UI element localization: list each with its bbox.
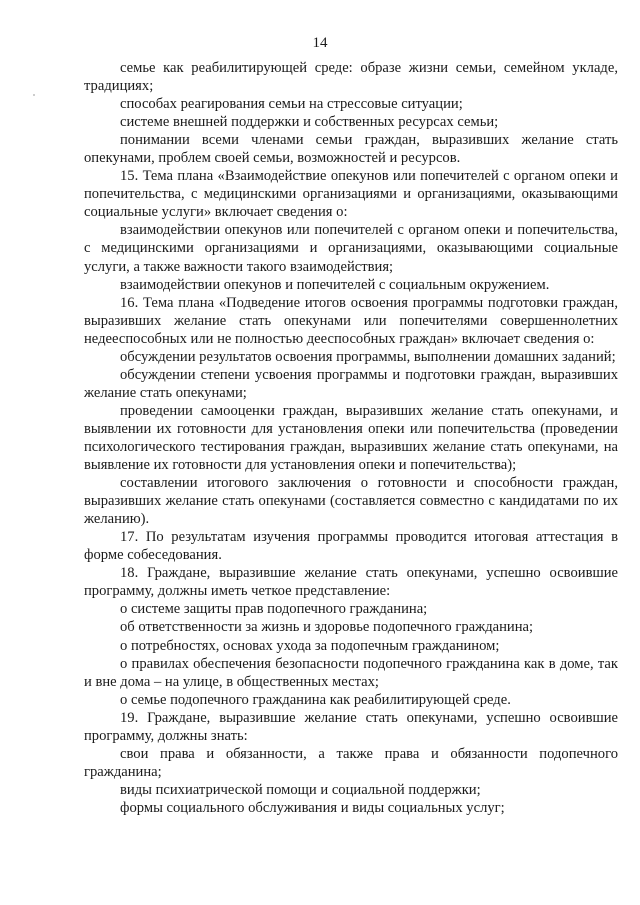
document-body (84, 59, 618, 817)
paragraph: взаимодействии опекунов и попечителей с социальным окружением. (120, 276, 550, 293)
paragraph: системе внешней поддержки и собственных ресурсах семьи; (120, 114, 499, 131)
paragraph: 19. Граждане, выразившие желание стать опекунами, успешно освоившие программу, должны знать: (84, 709, 618, 744)
paragraph: формы социального обслуживания и виды социальных услуг; (120, 799, 505, 816)
paragraph: составлении итогового заключения о готовности и способности граждан, выразивших желание стать опекунами (составляется совместно с кандидатами по их желанию). (84, 475, 618, 528)
paragraph: 17. По результатам изучения программы проводится итоговая аттестация в форме собеседования. (84, 529, 618, 564)
paragraph: 16. Тема плана «Подведение итогов освоения программы подготовки граждан, выразивших желание стать опекунами или попечителями совершеннолетних недееспособных или не полностью дееспособных граждан» включает сведения о: (84, 294, 618, 347)
paragraph: об ответственности за жизнь и здоровье подопечного гражданина; (120, 619, 534, 636)
paragraph: о потребностях, основах ухода за подопечным гражданином; (120, 637, 500, 654)
paragraph: 15. Тема плана «Взаимодействие опекунов или попечителей с органом опеки и попечительства, с медицинскими организациями и организациями, оказывающими социальные услуги» включает сведения о: (84, 168, 618, 221)
page-number: 14 (312, 35, 328, 51)
paragraph: 18. Граждане, выразившие желание стать опекунами, успешно освоившие программу, должны иметь четкое представление: (84, 565, 618, 600)
paragraph: взаимодействии опекунов или попечителей с органом опеки и попечительства, с медицинскими организациями и организациями, оказывающими социальные услуги, а также важности такого взаимодействия; (84, 222, 618, 275)
paragraph: способах реагирования семьи на стрессовые ситуации; (120, 96, 463, 113)
paragraph: понимании всеми членами семьи граждан, выразивших желание стать опекунами, проблем своей семьи, возможностей и ресурсов. (84, 132, 618, 167)
paragraph: обсуждении степени усвоения программы и подготовки граждан, выразивших желание стать опекунами; (84, 366, 618, 401)
paragraph: обсуждении результатов освоения программы, выполнении домашних заданий; (120, 348, 616, 365)
margin-mark (33, 94, 35, 96)
paragraph: свои права и обязанности, а также права и обязанности подопечного гражданина; (84, 745, 618, 780)
paragraph: о семье подопечного гражданина как реабилитирующей среде. (120, 691, 511, 708)
paragraph: о правилах обеспечения безопасности подопечного гражданина как в доме, так и вне дома – на улице, в общественных местах; (84, 655, 618, 690)
paragraph: виды психиатрической помощи и социальной поддержки; (120, 781, 481, 798)
paragraph: о системе защиты прав подопечного гражданина; (120, 601, 428, 618)
paragraph: проведении самооценки граждан, выразивших желание стать опекунами, и выявлении их готовности для установления опеки или попечительства (проведении психологического тестирования граждан, выразивших желание стать опекунами, на выявление их готовности для установления опеки и попечительства); (84, 402, 618, 474)
paragraph: семье как реабилитирующей среде: образе жизни семьи, семейном укладе, традициях; (84, 60, 618, 95)
